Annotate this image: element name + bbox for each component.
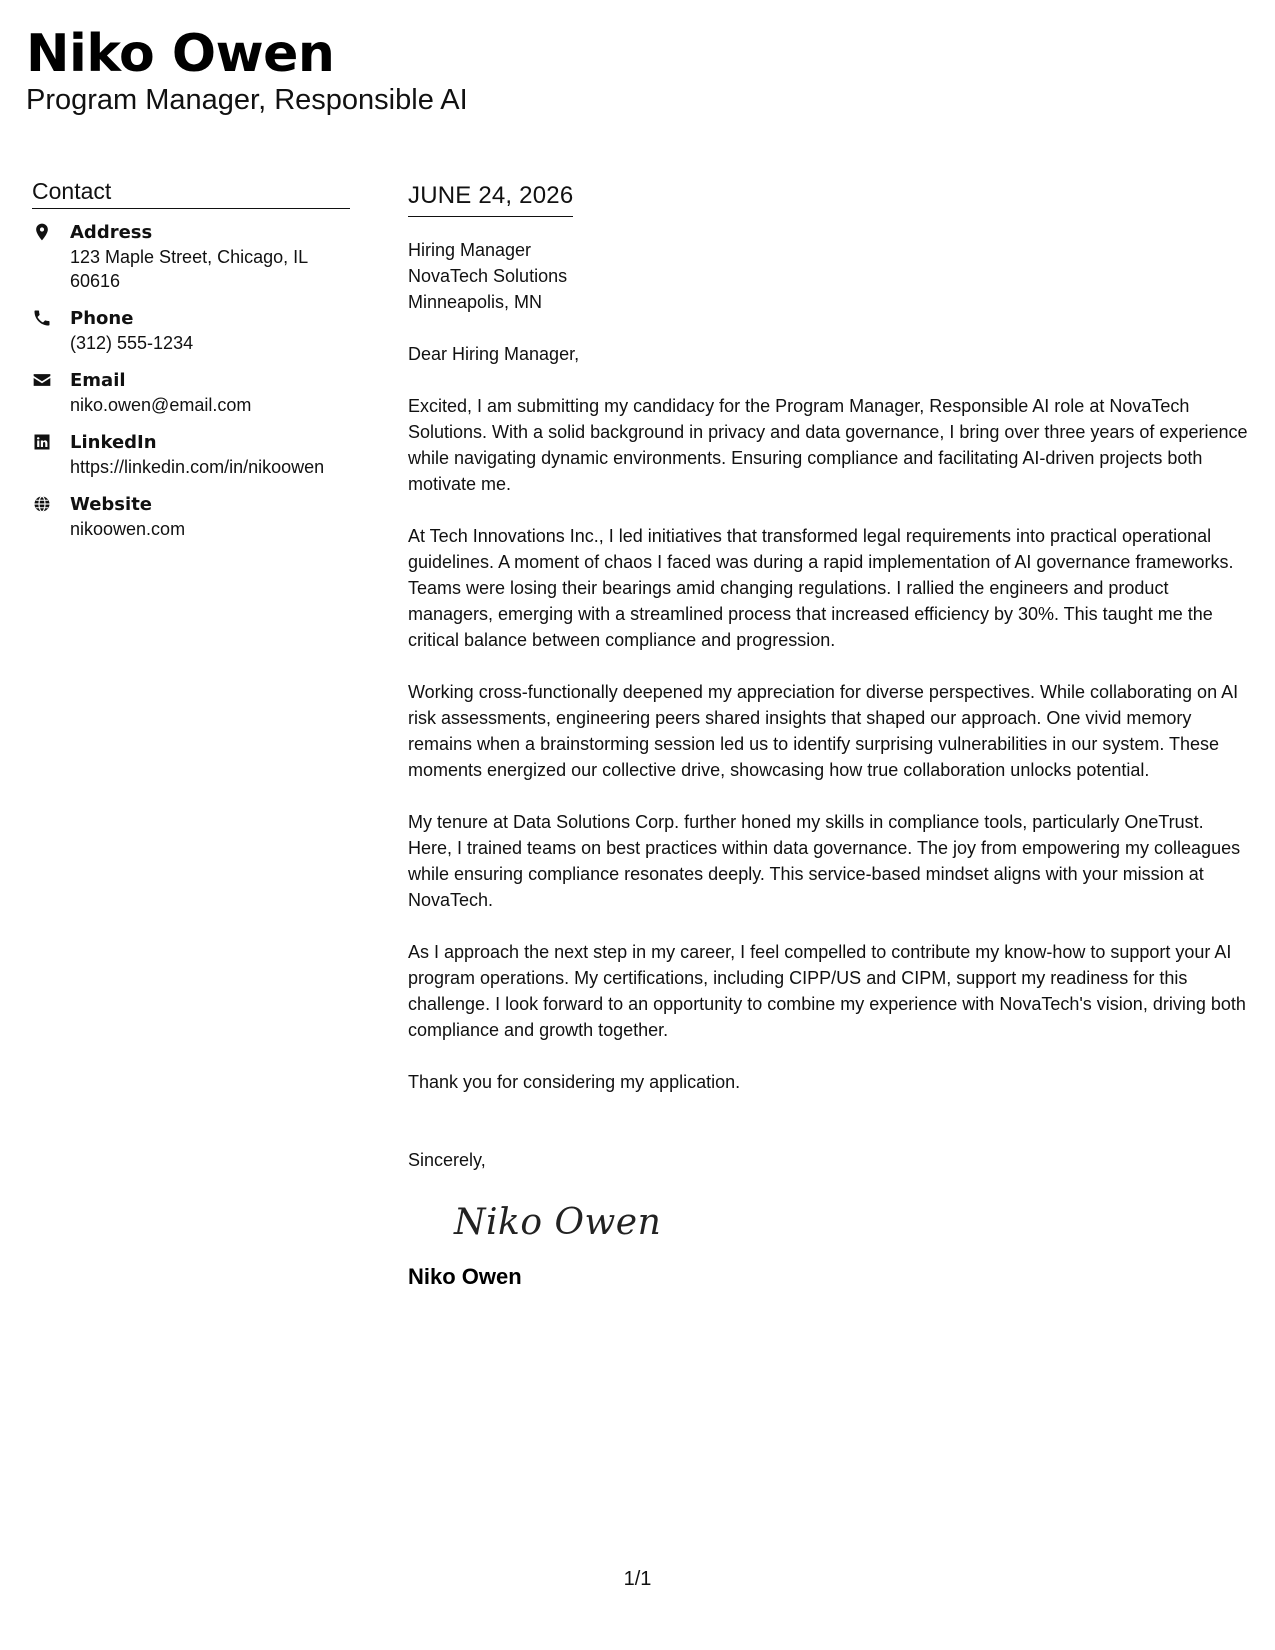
contact-item-phone [32,307,350,355]
contact-list [32,221,350,541]
closing-line: Sincerely, [408,1150,486,1170]
envelope-icon [32,370,52,390]
contact-label: Phone [70,308,134,329]
body-paragraph: Excited, I am submitting my candidacy for the Program Manager, Responsible AI role at NovaTech Solutions. With a solid background in privacy and data governance, I bring over three years of experience while navigating dynamic environments. Ensuring compliance and facilitating AI-driven projects both motivate me. [408,396,1248,494]
phone-icon [32,308,52,328]
recipient-block [408,237,1248,315]
applicant-name: Niko Owen [26,24,335,84]
body-paragraph: As I approach the next step in my career, I feel compelled to contribute my know-how to support your AI program operations. My certifications, including CIPP/US and CIPM, support my readiness for this challenge. I look forward to an opportunity to combine my experience with NovaTech's vision, driving both compliance and growth together. [408,942,1246,1040]
page-number: 1/1 [623,1568,652,1590]
linkedin-icon [32,432,52,452]
contact-item-website [32,493,350,541]
salutation: Dear Hiring Manager, [408,344,580,364]
signer-name: Niko Owen [408,1264,522,1289]
contact-item-linkedin [32,431,350,479]
contact-heading: Contact [32,176,350,209]
contact-label: LinkedIn [70,432,157,453]
recipient-line: NovaTech Solutions [408,266,568,286]
contact-item-address [32,221,350,293]
globe-icon [32,494,52,514]
recipient-line: Minneapolis, MN [408,292,543,312]
email-value: niko.owen@email.com [70,395,252,415]
header [26,26,468,118]
recipient-line: Hiring Manager [408,240,532,260]
body-paragraph: At Tech Innovations Inc., I led initiatives that transformed legal requirements into practical operational guidelines. A moment of chaos I faced was during a rapid implementation of AI governance frameworks. Teams were losing their bearings amid changing regulations. I rallied the engineers and product managers, emerging with a streamlined process that increased efficiency by 30%. This taught me the critical balance between compliance and progression. [408,526,1234,650]
contact-label: Email [70,370,126,391]
job-title: Program Manager, Responsible AI [26,84,468,116]
contact-label: Website [70,494,153,515]
contact-label: Address [70,222,153,243]
letter-date: JUNE 24, 2026 [408,180,573,217]
body-paragraph: My tenure at Data Solutions Corp. further honed my skills in compliance tools, particularly OneTrust. Here, I trained teams on best practices within data governance. The joy from empowering my colleagues while ensuring compliance resonates deeply. This service-based mindset aligns with your mission at NovaTech. [408,812,1241,910]
phone-value: (312) 555-1234 [70,333,194,353]
handwritten-signature: Niko Owen [454,1202,662,1243]
website-value: nikoowen.com [70,519,186,539]
address-value: 123 Maple Street, Chicago, IL 60616 [70,247,308,291]
letter-body [408,180,1248,1291]
contact-item-email [32,369,350,417]
contact-sidebar [32,176,350,555]
thanks-line: Thank you for considering my application. [408,1072,741,1092]
linkedin-value: https://linkedin.com/in/nikoowen [70,457,325,477]
location-pin-icon [32,222,52,242]
body-paragraph: Working cross-functionally deepened my appreciation for diverse perspectives. While collaborating on AI risk assessments, engineering peers shared insights that shaped our approach. One vivid memory remains when a brainstorming session led us to identify surprising vulnerabilities in our system. These moments energized our collective drive, showcasing how true collaboration unlocks potential. [408,682,1239,780]
